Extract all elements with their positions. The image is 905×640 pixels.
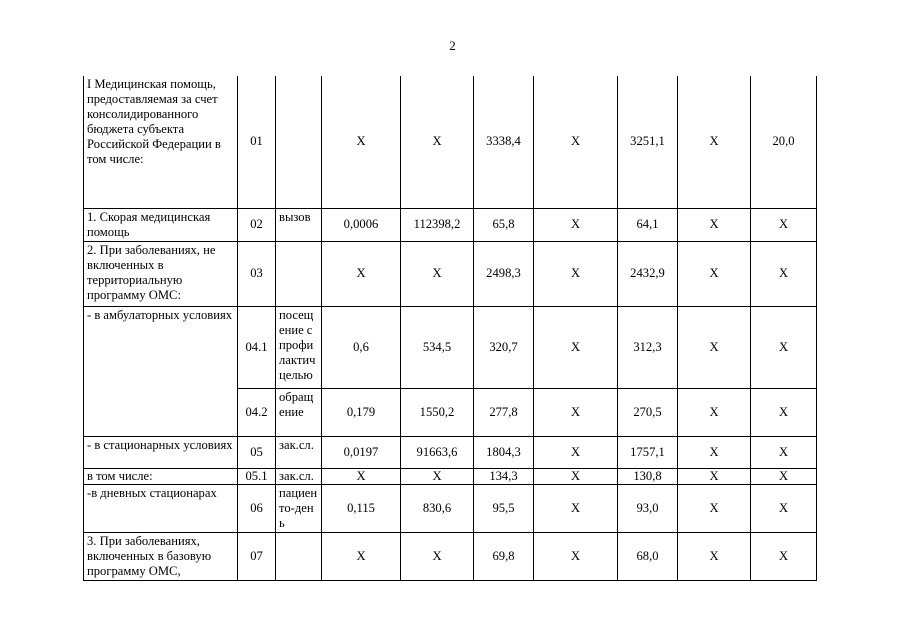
row-unit: вызов: [276, 208, 322, 241]
table-row: [84, 484, 817, 532]
cell: Х: [751, 468, 817, 484]
cell: Х: [534, 76, 618, 208]
row-code: 07: [238, 532, 276, 580]
page-number: 2: [449, 38, 456, 53]
row-code: 02: [238, 208, 276, 241]
cell: Х: [678, 484, 751, 532]
cell: Х: [534, 436, 618, 468]
row-unit: пациенто-день: [276, 484, 322, 532]
table-row: [84, 306, 817, 388]
cell: 20,0: [751, 76, 817, 208]
cell: Х: [751, 208, 817, 241]
cell: 0,115: [322, 484, 401, 532]
cell: 95,5: [474, 484, 534, 532]
cell: Х: [322, 76, 401, 208]
cell: 2432,9: [618, 241, 678, 306]
cell: 270,5: [618, 388, 678, 436]
cell: 64,1: [618, 208, 678, 241]
row-name: - в амбулаторных условиях: [84, 306, 238, 436]
cell: 534,5: [401, 306, 474, 388]
cell: Х: [401, 241, 474, 306]
cell: Х: [751, 388, 817, 436]
cell: Х: [751, 484, 817, 532]
budget-table: [83, 76, 817, 581]
row-code: 05.1: [238, 468, 276, 484]
cell: 93,0: [618, 484, 678, 532]
cell: 69,8: [474, 532, 534, 580]
row-name: - в стационарных условиях: [84, 436, 238, 468]
cell: Х: [534, 532, 618, 580]
row-unit: зак.сл.: [276, 436, 322, 468]
row-unit: [276, 76, 322, 208]
cell: Х: [401, 76, 474, 208]
cell: Х: [678, 306, 751, 388]
cell: 0,179: [322, 388, 401, 436]
cell: Х: [751, 306, 817, 388]
cell: Х: [401, 532, 474, 580]
cell: Х: [322, 241, 401, 306]
table-row: [84, 76, 817, 208]
row-unit: обращение: [276, 388, 322, 436]
cell: Х: [534, 306, 618, 388]
row-name: 2. При заболеваниях, не включенных в территориальную программу ОМС:: [84, 241, 238, 306]
row-code: 06: [238, 484, 276, 532]
table-row: [84, 532, 817, 580]
row-unit: зак.сл.: [276, 468, 322, 484]
cell: 112398,2: [401, 208, 474, 241]
cell: Х: [534, 388, 618, 436]
cell: Х: [401, 468, 474, 484]
table-row: [84, 241, 817, 306]
cell: 91663,6: [401, 436, 474, 468]
row-name: 1. Скорая медицинская помощь: [84, 208, 238, 241]
cell: Х: [751, 436, 817, 468]
cell: Х: [534, 241, 618, 306]
cell: Х: [534, 468, 618, 484]
row-code: 04.1: [238, 306, 276, 388]
cell: 1757,1: [618, 436, 678, 468]
cell: Х: [534, 484, 618, 532]
table-row: [84, 468, 817, 484]
cell: Х: [678, 76, 751, 208]
cell: 1804,3: [474, 436, 534, 468]
cell: 3338,4: [474, 76, 534, 208]
cell: 134,3: [474, 468, 534, 484]
cell: Х: [751, 241, 817, 306]
cell: 830,6: [401, 484, 474, 532]
row-code: 05: [238, 436, 276, 468]
row-name: -в дневных стационарах: [84, 484, 238, 532]
cell: 320,7: [474, 306, 534, 388]
cell: Х: [678, 468, 751, 484]
cell: 0,0197: [322, 436, 401, 468]
row-code: 03: [238, 241, 276, 306]
table-row: [84, 436, 817, 468]
row-unit: [276, 532, 322, 580]
cell: Х: [322, 532, 401, 580]
cell: Х: [678, 388, 751, 436]
cell: Х: [678, 436, 751, 468]
row-name: I Медицинская помощь, предоставляемая за счет консолидированного бюджета субъекта Российской Федерации в том числе:: [84, 76, 238, 208]
row-name: 3. При заболеваниях, включенных в базовую программу ОМС,: [84, 532, 238, 580]
cell: 277,8: [474, 388, 534, 436]
cell: Х: [678, 208, 751, 241]
row-unit: посещение с профилактичцелью: [276, 306, 322, 388]
row-code: 04.2: [238, 388, 276, 436]
row-name: в том числе:: [84, 468, 238, 484]
cell: Х: [678, 241, 751, 306]
cell: Х: [678, 532, 751, 580]
cell: Х: [322, 468, 401, 484]
row-unit: [276, 241, 322, 306]
cell: 2498,3: [474, 241, 534, 306]
cell: 0,6: [322, 306, 401, 388]
cell: 1550,2: [401, 388, 474, 436]
cell: Х: [534, 208, 618, 241]
cell: 312,3: [618, 306, 678, 388]
cell: 65,8: [474, 208, 534, 241]
table-row: [84, 208, 817, 241]
cell: 3251,1: [618, 76, 678, 208]
cell: 0,0006: [322, 208, 401, 241]
cell: 130,8: [618, 468, 678, 484]
row-code: 01: [238, 76, 276, 208]
cell: Х: [751, 532, 817, 580]
cell: 68,0: [618, 532, 678, 580]
